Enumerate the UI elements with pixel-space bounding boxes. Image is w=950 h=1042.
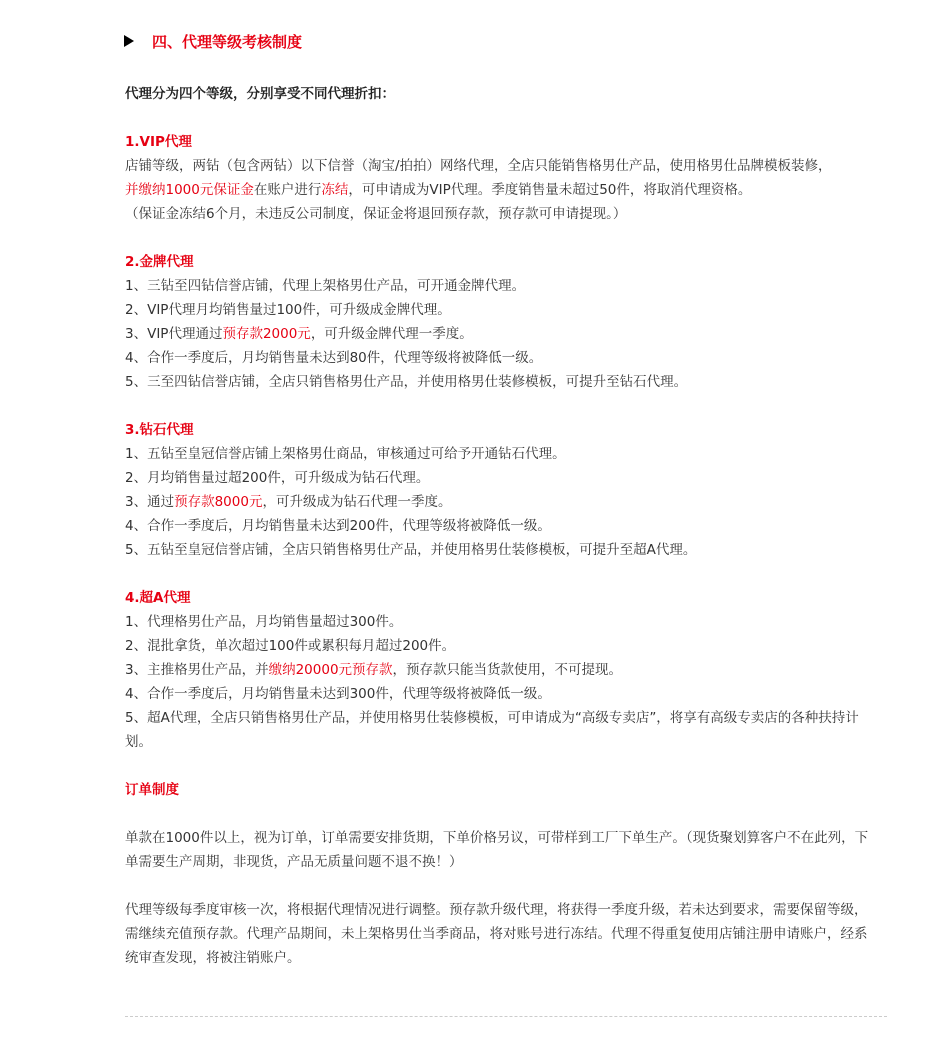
gold-item-3 bbox=[125, 322, 870, 346]
diamond-item-1: 1、五钻至皇冠信誉店铺上架格男仕商品，审核通过可给予开通钻石代理。 bbox=[125, 446, 566, 462]
gold-item-5: 5、三至四钻信誉店铺，全店只销售格男仕产品，并使用格男仕装修模板，可提升至钻石代理。 bbox=[125, 374, 688, 390]
diamond-item-3 bbox=[125, 490, 870, 514]
gold-title: 2.金牌代理 bbox=[125, 254, 194, 270]
vip-line-1: 店铺等级，两钻（包含两钻）以下信誉（淘宝/拍拍）网络代理，全店只能销售格男仕产品，使用格男仕品牌模板装修， bbox=[125, 158, 832, 174]
gold-item-2: 2、VIP代理月均销售量过100件，可升级成金牌代理。 bbox=[125, 302, 451, 318]
diamond-item-3-post: ，可升级成为钻石代理一季度。 bbox=[262, 494, 452, 510]
diamond-item-3-highlight: 预存款8000元 bbox=[174, 494, 263, 510]
policy-content bbox=[125, 82, 870, 970]
gold-item-1: 1、三钻至四钻信誉店铺，代理上架格男仕产品，可开通金牌代理。 bbox=[125, 278, 526, 294]
dashed-divider bbox=[125, 1016, 887, 1017]
super-a-item-1: 1、代理格男仕产品，月均销售量超过300件。 bbox=[125, 614, 403, 630]
diamond-item-3-pre: 3、通过 bbox=[125, 494, 175, 510]
intro-text: 代理分为四个等级，分别享受不同代理折扣： bbox=[125, 86, 395, 102]
super-a-item-3-highlight: 缴纳20000元预存款 bbox=[268, 662, 393, 678]
vip-line-2 bbox=[125, 178, 870, 202]
super-a-item-3-pre: 3、主推格男仕产品，并 bbox=[125, 662, 269, 678]
super-a-item-3-post: ，预存款只能当货款使用，不可提现。 bbox=[392, 662, 623, 678]
diamond-item-2: 2、月均销售量过超200件，可升级成为钻石代理。 bbox=[125, 470, 430, 486]
diamond-item-4: 4、合作一季度后，月均销售量未达到200件，代理等级将被降低一级。 bbox=[125, 518, 551, 534]
diamond-title: 3.钻石代理 bbox=[125, 422, 194, 438]
super-a-title: 4.超A代理 bbox=[125, 590, 191, 606]
super-a-item-3 bbox=[125, 658, 870, 682]
gold-item-4: 4、合作一季度后，月均销售量未达到80件，代理等级将被降低一级。 bbox=[125, 350, 543, 366]
heading-title: 四、代理等级考核制度 bbox=[152, 32, 303, 51]
gold-item-3-highlight: 预存款2000元 bbox=[222, 326, 311, 342]
vip-line-3: （保证金冻结6个月，未违反公司制度，保证金将退回预存款，预存款可申请提现。） bbox=[125, 206, 627, 222]
vip-line-2-tail: ，可申请成为VIP代理。季度销售量未超过50件，将取消代理资格。 bbox=[348, 182, 752, 198]
super-a-item-5: 5、超A代理，全店只销售格男仕产品，并使用格男仕装修模板，可申请成为“高级专卖店”，将享有高级专卖店的各种扶持计划。 bbox=[125, 710, 859, 750]
super-a-item-2: 2、混批拿货，单次超过100件或累积每月超过200件。 bbox=[125, 638, 456, 654]
vip-freeze-highlight: 冻结 bbox=[321, 182, 349, 198]
vip-deposit-highlight: 并缴纳1000元保证金 bbox=[125, 182, 254, 198]
order-paragraph-1: 单款在1000件以上，视为订单，订单需要安排货期，下单价格另议，可带样到工厂下单生产。（现货聚划算客户不在此列，下单需要生产周期，非现货，产品无质量问题不退不换！） bbox=[125, 830, 869, 870]
order-title: 订单制度 bbox=[125, 782, 179, 798]
diamond-item-5: 5、五钻至皇冠信誉店铺，全店只销售格男仕产品，并使用格男仕装修模板，可提升至超A代理。 bbox=[125, 542, 697, 558]
gold-item-3-post: ，可升级金牌代理一季度。 bbox=[310, 326, 473, 342]
super-a-item-4: 4、合作一季度后，月均销售量未达到300件，代理等级将被降低一级。 bbox=[125, 686, 551, 702]
vip-title: 1.VIP代理 bbox=[125, 134, 192, 150]
triangle-right-icon bbox=[124, 35, 134, 47]
section-heading bbox=[124, 29, 302, 53]
vip-line-2-mid: 在账户进行 bbox=[253, 182, 322, 198]
gold-item-3-pre: 3、VIP代理通过 bbox=[125, 326, 223, 342]
order-paragraph-2: 代理等级每季度审核一次，将根据代理情况进行调整。预存款升级代理，将获得一季度升级，若未达到要求，需要保留等级，需继续充值预存款。代理产品期间，未上架格男仕当季商品，将对账号进行冻结。代理不得重复使用店铺注册申请账户，经系统审查发现，将被注销账户。 bbox=[125, 902, 868, 966]
